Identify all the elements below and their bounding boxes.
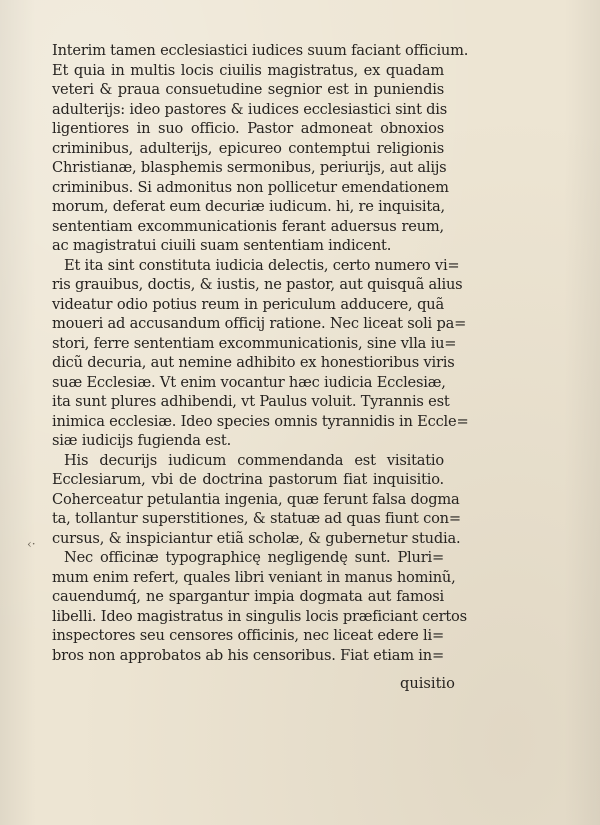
body-text (52, 41, 469, 665)
catchword: quisitio (400, 675, 455, 692)
text-line: criminibus, adulterijs, epicureo contemptui religionis (52, 139, 444, 157)
text-line: adulterijs: ideo pastores & iudices ecclesiastici sint dis (52, 100, 448, 118)
paragraph-start-line: His decurijs iudicum commendanda est visitatio (64, 451, 444, 469)
text-line: sententiam excommunicationis ferant aduersus reum, (52, 217, 444, 235)
text-line: siæ iudicijs fugienda est. (52, 432, 232, 449)
text-line: criminibus. Si admonitus non pollicetur emendationem (52, 178, 449, 196)
text-line: veteri & praua consuetudine segnior est in puniendis (52, 81, 444, 98)
text-line: inspectores seu censores officinis, nec liceat edere li= (52, 627, 444, 644)
text-line: stori, ferre sententiam excommunicationis, sine vlla iu= (52, 334, 457, 352)
text-line: ita sunt plures adhibendi, vt Paulus voluit. Tyrannis est (52, 393, 450, 410)
text-line: Ecclesiarum, vbi de doctrina pastorum fiat inquisitio. (52, 471, 444, 488)
text-line: mum enim refert, quales libri veniant in manus hominũ, (52, 568, 456, 586)
text-line: moueri ad accusandum officij ratione. Nec liceat soli pa= (52, 315, 467, 332)
paragraph-start-line: Et ita sint constituta iudicia delectis, certo numero vi= (64, 256, 460, 274)
text-line: libelli. Ideo magistratus in singulis locis præficiant certos (52, 607, 467, 625)
text-line: ac magistratui ciuili suam sententiam indicent. (52, 237, 392, 254)
text-line: ris grauibus, doctis, & iustis, ne pastor, aut quisquã alius (52, 276, 463, 293)
text-line: inimica ecclesiæ. Ideo species omnis tyrannidis in Eccle= (52, 412, 469, 430)
text-line: ligentiores in suo officio. Pastor admoneat obnoxios (52, 120, 444, 137)
text-line: morum, deferat eum decuriæ iudicum. hi, re inquisita, (52, 198, 445, 215)
text-line: Coherceatur petulantia ingenia, quæ ferunt falsa dogma (52, 490, 460, 508)
text-line: Interim tamen ecclesiastici iudices suum faciant officium. (52, 42, 469, 59)
text-line: ta, tollantur superstitiones, & statuæ ad quas fiunt con= (52, 510, 461, 527)
text-line: bros non approbatos ab his censoribus. Fiat etiam in= (52, 646, 444, 664)
paragraph-start-line: Nec officinæ typographicę negligendę sunt. Pluri= (64, 549, 444, 566)
text-line: Et quia in multis locis ciuilis magistratus, ex quadam (52, 61, 444, 79)
text-line: videatur odio potius reum in periculum adducere, quã (52, 295, 444, 313)
text-line: Christianæ, blasphemis sermonibus, periurijs, aut alijs (52, 159, 447, 176)
text-line: cauendumq́, ne spargantur impia dogmata aut famosi (52, 588, 444, 605)
text-line: cursus, & inspiciantur etiã scholæ, & gubernetur studia. (52, 529, 461, 547)
margin-mark: ‹· (27, 537, 36, 551)
text-line: dicũ decuria, aut nemine adhibito ex honestioribus viris (52, 354, 455, 371)
text-line: suæ Ecclesiæ. Vt enim vocantur hæc iudicia Ecclesiæ, (52, 373, 446, 391)
